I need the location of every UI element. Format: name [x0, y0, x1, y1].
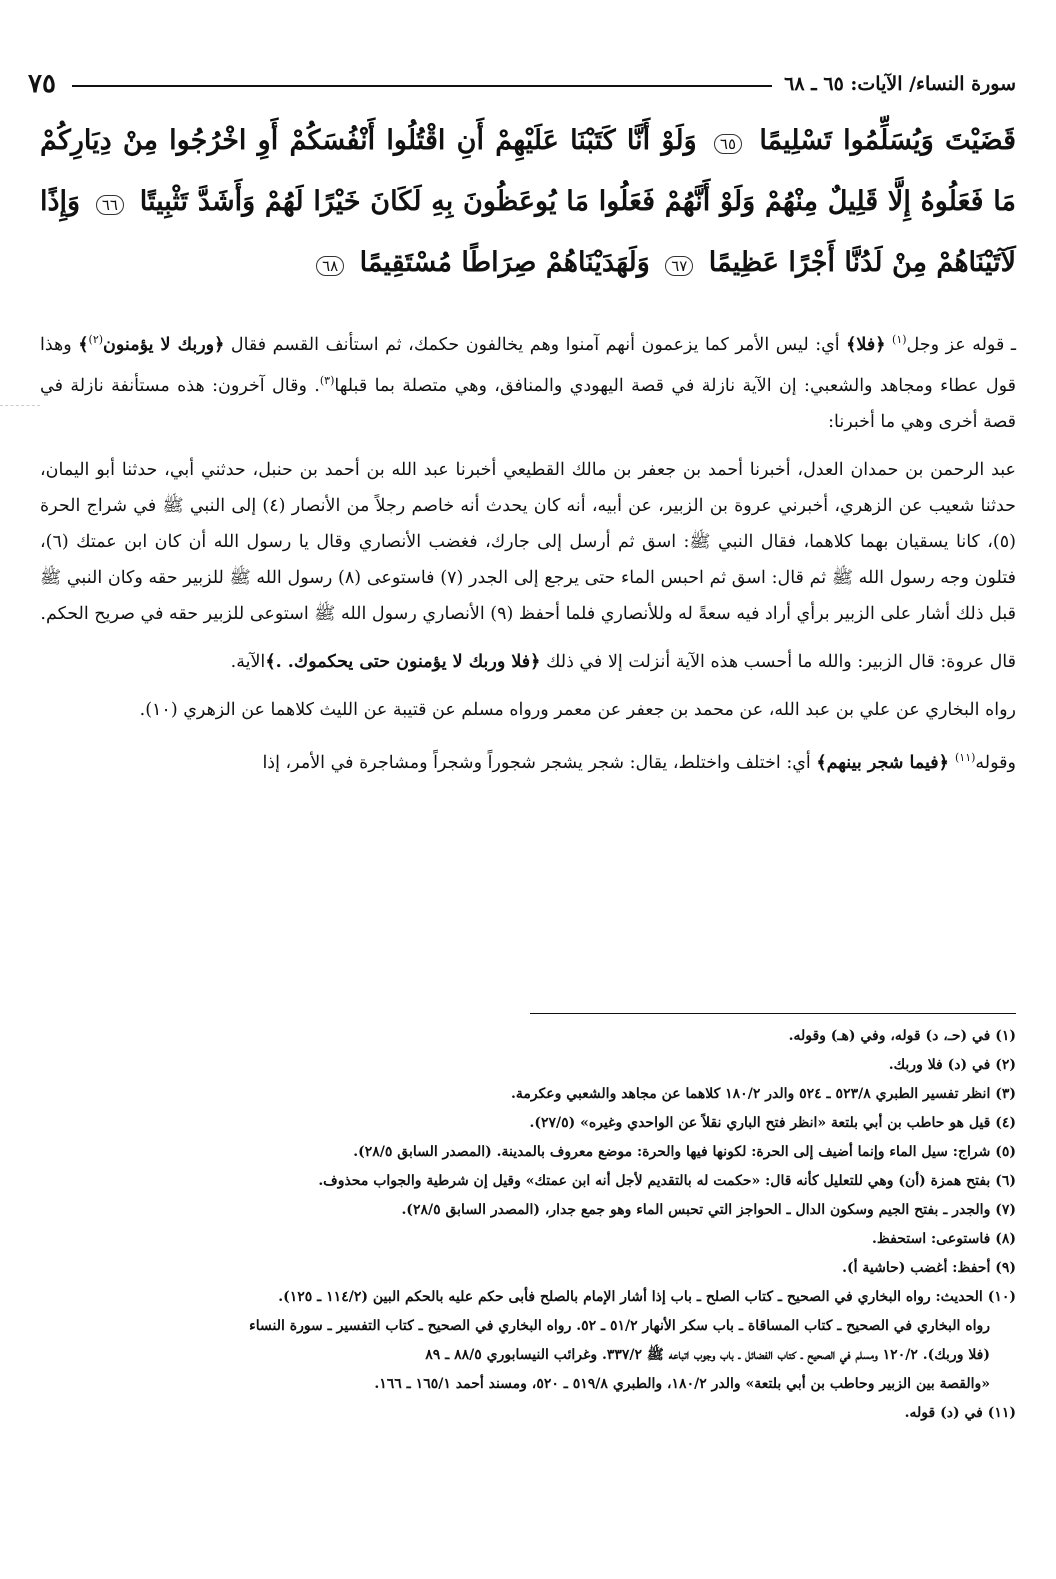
quoted-verse-close: ﴾ [78, 334, 89, 355]
ayah-number-mark: ٦٧ [665, 256, 693, 276]
verse-text: وَلَوْ أَنَّا كَتَبْنَا عَلَيْهِمْ أَنِ اقْتُلُوا أَنْفُسَكُمْ أَوِ اخْرُجُوا مِنْ دِيَارِكُمْ مَا فَعَلُوهُ إِلَّا قَلِيلٌ مِنْهُمْ وَلَوْ أَنَّهُمْ فَعَلُوا مَا يُوعَظُونَ بِهِ لَكَانَ خَيْرًا لَهُمْ وَأَشَدَّ تَثْبِيتًا [40, 125, 1016, 217]
footnote-ref: (٢) [88, 333, 104, 346]
paragraph [40, 322, 1016, 440]
verse-text: قَضَيْتَ وَيُسَلِّمُوا تَسْلِيمًا [759, 125, 1016, 156]
footnote: (٢) في (د) فلا وربك. [888, 1057, 1016, 1073]
page-header [28, 66, 1016, 102]
footnote: (٣) انظر تفسير الطبري ٥٢٣/٨ ـ ٥٢٤ والدر ١٨٠/٢ كلاهما عن مجاهد والشعبي وعكرمة. [510, 1086, 1016, 1102]
text-run: . وقال آخرون: هذه مستأنفة نازلة في قصة أخرى وهي ما أخبرنا: [40, 375, 1016, 432]
verse-text: وَلَهَدَيْنَاهُمْ صِرَاطًا مُسْتَقِيمًا [359, 247, 650, 278]
header-rule [72, 85, 772, 87]
footnote: (٤) قيل هو حاطب بن أبي بلتعة «انظر فتح الباري نقلاً عن الواحدي وغيره» (٢٧/٥). [529, 1115, 1016, 1131]
footnote: (١٠) الحديث: رواه البخاري في الصحيح ـ كتاب الصلح ـ باب إذا أشار الإمام بالصلح فأبى حكم عليه بالحكم البين (١١٤/٢ ـ ١٢٥). [278, 1289, 1016, 1305]
ayah-number-mark: ٦٥ [714, 134, 742, 154]
footnote-ref: (١) [892, 333, 907, 346]
footnote-continuation: (فلا وربك). ١٢٠/٢ ومسلم في الصحيح ـ كتاب الفضائل ـ باب وجوب اتباعه ﷺ ٣٣٧/٢. وغرائب النيسابوري ٨٨/٥ ـ ٨٩ [425, 1347, 990, 1363]
paragraph: عبد الرحمن بن حمدان العدل، أخبرنا أحمد بن جعفر بن مالك القطيعي أخبرنا عبد الله بن أحمد بن حنبل، حدثني أبي، حدثنا أبو اليمان، حدثنا شعيب عن الزهري، أخبرني عروة بن الزبير، عن أبيه، أنه كان يحدث أنه خاصم رجلاً من الأنصار (٤) إلى النبي ﷺ في شراج الحرة (٥)، كانا يسقيان بهما كلاهما، فقال النبي ﷺ: اسق ثم أرسل إلى جارك، فغضب الأنصاري وقال يا رسول الله أن كان ابن عمتك (٦)، فتلون وجه رسول الله ﷺ ثم قال: اسق ثم احبس الماء حتى يرجع إلى الجدر (٧) فاستوعى (٨) رسول الله ﷺ للزبير حقه وكان النبي ﷺ قبل ذلك أشار على الزبير برأي أراد فيه سعةً له وللأنصاري فلما أحفظ (٩) الأنصاري رسول الله ﷺ استوعى للزبير حقه في صريح الحكم. [40, 459, 1016, 624]
quoted-verse: ﴿فيما شجر بينهم﴾ [816, 752, 955, 773]
footnote-ref: (١١) [955, 750, 976, 764]
text-run: قال عروة: قال الزبير: والله ما أحسب هذه الآية أنزلت إلا في ذلك [540, 651, 1016, 672]
text-run: ـ قوله عز وجل [906, 334, 1016, 355]
text-run: أي: ليس الأمر كما يزعمون أنهم آمنوا وهم يخالفون حكمك، ثم استأنف القسم فقال [224, 334, 847, 355]
footnote: (٩) أحفظ: أغضب (حاشية أ). [842, 1260, 1016, 1276]
footnote: (٦) بفتح همزة (أن) وهي للتعليل كأنه قال: «حكمت له بالتقديم لأجل أنه ابن عمتك» وقيل إن شرطية والجواب محذوف. [318, 1173, 1016, 1189]
verse-text: وَإِذًا لَآتَيْنَاهُمْ مِنْ لَدُنَّا أَجْرًا عَظِيمًا [40, 186, 1016, 278]
paragraph [40, 644, 1016, 680]
running-title: سورة النساء/ الآيات: ٦٥ ـ ٦٨ [784, 73, 1016, 95]
quoted-verse: ﴿فلا﴾ [846, 334, 886, 355]
text-run: وهذا قول عطاء ومجاهد والشعبي: إن الآية نازلة في قصة اليهودي والمنافق، وهي متصلة بما قبلها [40, 334, 1016, 396]
text-run: الآية. [230, 651, 266, 672]
paragraph: رواه البخاري عن علي بن عبد الله، عن محمد بن جعفر عن معمر ورواه مسلم عن قتيبة عن الليث كلاهما عن الزهري (١٠). [139, 699, 1016, 720]
scan-artifact [0, 405, 40, 406]
footnote: (١) في (حـ، د) قوله، وفي (هـ) وقوله. [788, 1028, 1016, 1044]
text-run: وقوله [975, 752, 1016, 773]
ayah-number-mark: ٦٦ [96, 195, 124, 215]
footnote-ref: (٣) [319, 373, 335, 387]
footnote: (٥) شراج: سيل الماء وإنما أضيف إلى الحرة: لكونها فيها والحرة: موضع معروف بالمدينة. (المصدر السابق ٢٨/٥). [353, 1144, 1016, 1160]
commentary [40, 322, 1016, 792]
quoted-verse: ﴿فلا وربك لا يؤمنون حتى يحكموك. .﴾ [265, 651, 541, 672]
paragraph [40, 740, 1016, 781]
page-number: ٧٥ [28, 69, 56, 99]
text-run: أي: اختلف واختلط، يقال: شجر يشجر شجوراً وشجراً ومشاجرة في الأمر، إذا [262, 752, 817, 773]
footnote-separator [530, 1013, 1016, 1014]
footnote-continuation: رواه البخاري في الصحيح ـ كتاب المساقاة ـ باب سكر الأنهار ٥١/٢ ـ ٥٢. رواه البخاري في الصحيح ـ كتاب التفسير ـ سورة النساء [249, 1318, 990, 1334]
quran-verses [40, 112, 1016, 295]
footnote: (٧) والجدر ـ بفتح الجيم وسكون الدال ـ الحواجز التي تحبس الماء وهو جمع جدار، (المصدر السابق ٢٨/٥). [401, 1202, 1016, 1218]
footnotes [40, 1022, 1016, 1428]
footnote: (٨) فاستوعى: استحفظ. [872, 1231, 1016, 1247]
quoted-verse: ﴿وربك لا يؤمنون [103, 334, 225, 355]
footnote-continuation: «والقصة بين الزبير وحاطب بن أبي بلتعة» والدر ١٨٠/٢، والطبري ٥١٩/٨ ـ ٥٢٠، ومسند أحمد ١٦٥/١ ـ ١٦٦. [374, 1376, 990, 1392]
ayah-number-mark: ٦٨ [316, 256, 344, 276]
footnote: (١١) في (د) قوله. [904, 1405, 1016, 1421]
